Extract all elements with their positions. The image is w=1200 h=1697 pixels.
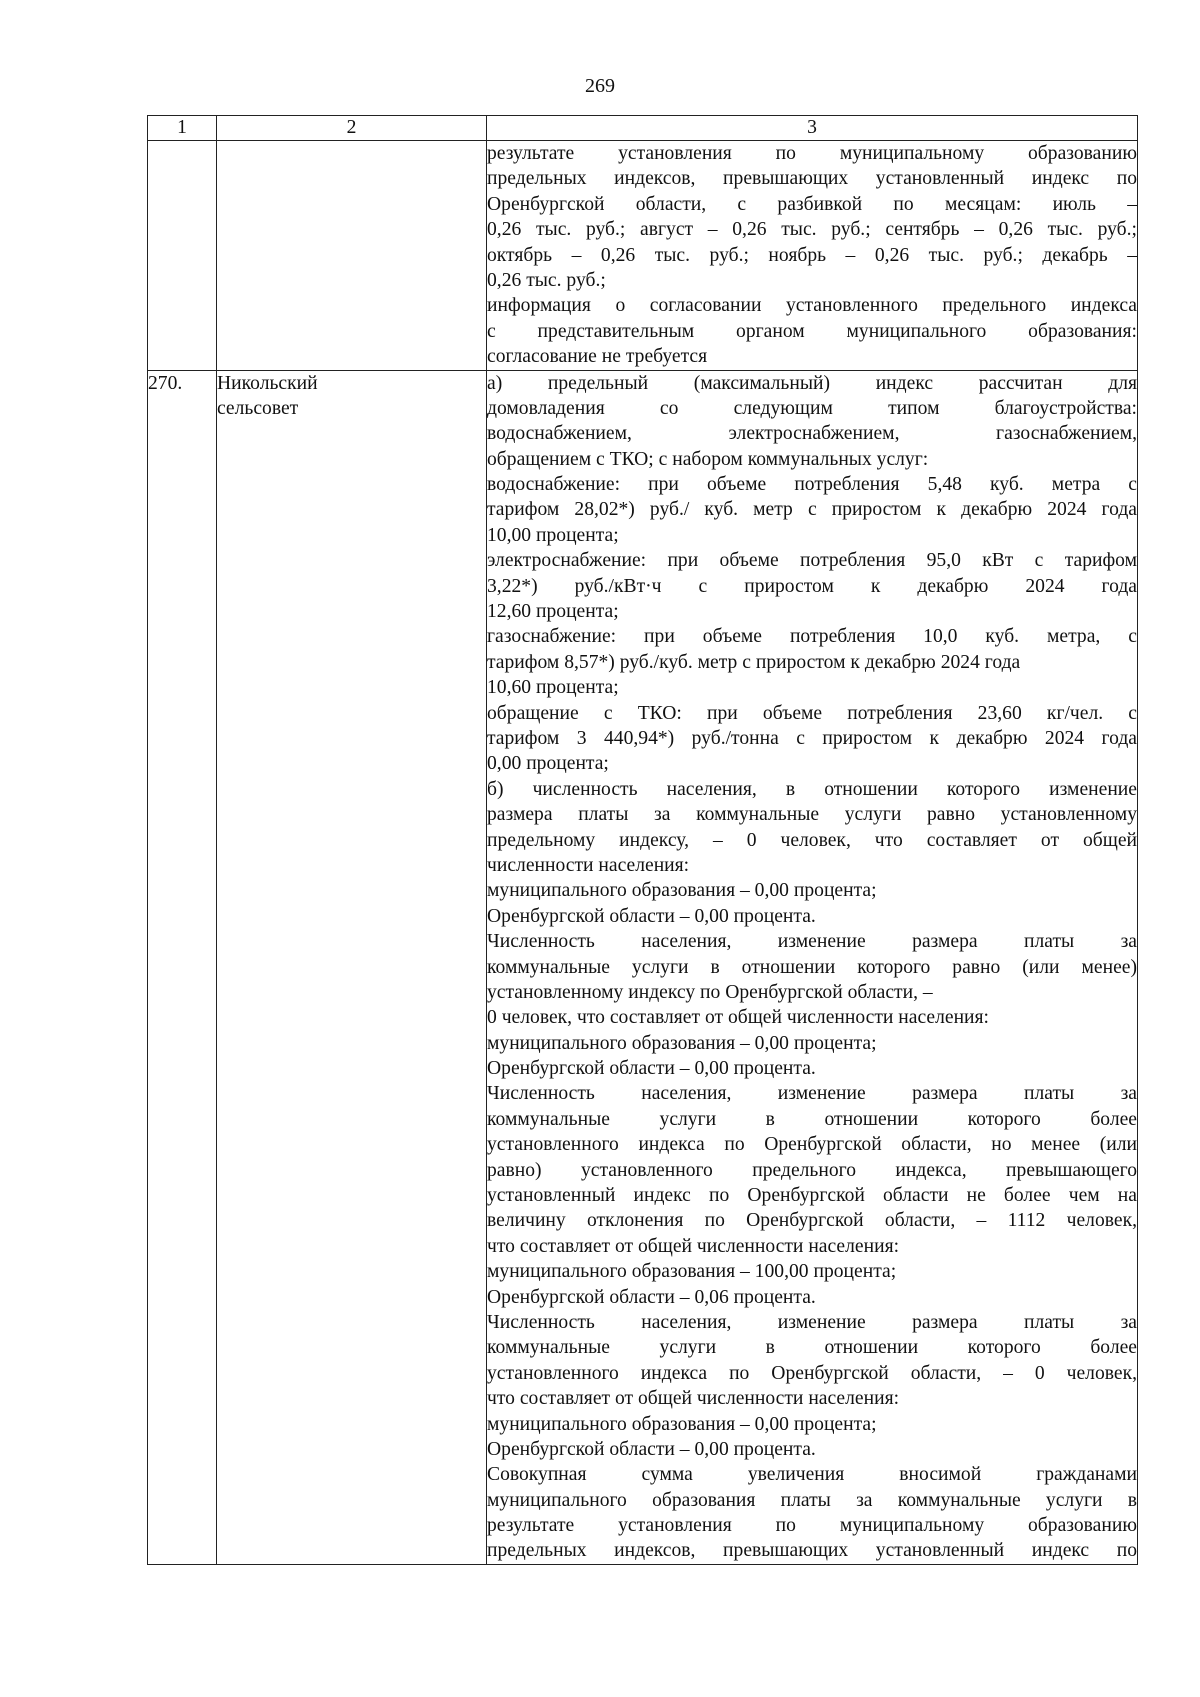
description-cell	[487, 141, 1138, 371]
description-line: что составляет от общей численности населения:	[487, 1388, 900, 1410]
description-line: что составляет от общей численности населения:	[487, 1235, 900, 1257]
description-line: муниципального образования – 0,00 процента;	[487, 880, 877, 902]
description-line: предельному индексу, – 0 человек, что составляет от общей	[487, 829, 1137, 851]
description-line: 0,00 процента;	[487, 753, 609, 775]
table-row	[148, 141, 1138, 371]
municipality-name-line: Никольский	[217, 372, 318, 394]
description-line: результате установления по муниципальному образованию	[487, 143, 1137, 164]
description-line: тарифом 28,02*) руб./ куб. метр с приростом к декабрю 2024 года	[487, 499, 1137, 521]
description-line: тарифом 3 440,94*) руб./тонна с приростом к декабрю 2024 года	[487, 727, 1137, 749]
description-line: муниципального образования платы за коммунальные услуги в	[487, 1489, 1137, 1511]
description-line: водоснабжение: при объеме потребления 5,48 куб. метра с	[487, 474, 1137, 496]
table-header-row	[148, 116, 1138, 141]
description-line: 10,00 процента;	[487, 524, 619, 546]
description-line: коммунальные услуги в отношении которого более	[487, 1108, 1137, 1130]
column-header: 3	[487, 116, 1138, 141]
description-line: домовладения со следующим типом благоустройства:	[487, 397, 1137, 419]
description-line: газоснабжение: при объеме потребления 10,0 куб. метра, с	[487, 626, 1137, 648]
description-line: величину отклонения по Оренбургской области, – 1112 человек,	[487, 1210, 1137, 1232]
description-line: установленного индекса по Оренбургской области, – 0 человек,	[487, 1362, 1137, 1384]
page-number: 269	[585, 75, 615, 97]
description-line: Численность населения, изменение размера платы за	[487, 931, 1137, 953]
description-line: установленный индекс по Оренбургской области не более чем на	[487, 1185, 1137, 1207]
table-body	[148, 141, 1138, 1565]
description-line: коммунальные услуги в отношении которого равно (или менее)	[487, 956, 1137, 978]
description-line: согласование не требуется	[487, 346, 708, 368]
description-line: 3,22*) руб./кВт·ч с приростом к декабрю 2024 года	[487, 575, 1137, 597]
description-line: установленному индексу по Оренбургской области, –	[487, 981, 933, 1003]
table-row	[148, 370, 1138, 1564]
column-header: 1	[148, 116, 217, 141]
description-line: Оренбургской области – 0,00 процента.	[487, 1058, 816, 1080]
description-line: коммунальные услуги в отношении которого более	[487, 1337, 1137, 1359]
description-line: 10,60 процента;	[487, 677, 619, 699]
description-line: 0,26 тыс. руб.; август – 0,26 тыс. руб.; сентябрь – 0,26 тыс. руб.;	[487, 219, 1137, 241]
description-line: 0,26 тыс. руб.;	[487, 269, 606, 291]
description-line: обращение с ТКО: при объеме потребления 23,60 кг/чел. с	[487, 702, 1137, 724]
description-line: электроснабжение: при объеме потребления 95,0 кВт с тарифом	[487, 550, 1137, 572]
description-line: предельных индексов, превышающих установленный индекс по	[487, 168, 1137, 190]
description-line: Совокупная сумма увеличения вносимой гражданами	[487, 1464, 1137, 1486]
description-line: Оренбургской области – 0,00 процента.	[487, 1438, 816, 1460]
description-line: а) предельный (максимальный) индекс рассчитан для	[487, 372, 1137, 394]
description-line: информация о согласовании установленного предельного индекса	[487, 295, 1137, 317]
description-line: муниципального образования – 100,00 процента;	[487, 1261, 897, 1283]
description-line: Численность населения, изменение размера платы за	[487, 1083, 1137, 1105]
data-table	[147, 115, 1138, 1565]
row-number-cell	[148, 141, 217, 371]
description-line: 0 человек, что составляет от общей численности населения:	[487, 1007, 990, 1029]
column-header: 2	[217, 116, 487, 141]
description-line: Оренбургской области, с разбивкой по месяцам: июль –	[487, 193, 1137, 215]
description-line: численности населения:	[487, 854, 690, 876]
description-line: 12,60 процента;	[487, 601, 619, 623]
municipality-name-cell	[217, 370, 487, 1564]
municipality-name-line: сельсовет	[217, 397, 299, 419]
description-line: Оренбургской области – 0,06 процента.	[487, 1286, 816, 1308]
description-line: Оренбургской области – 0,00 процента.	[487, 905, 816, 927]
row-number-cell: 270.	[148, 370, 217, 1564]
description-line: размера платы за коммунальные услуги равно установленному	[487, 804, 1137, 826]
municipality-name-cell	[217, 141, 487, 371]
description-line: с представительным органом муниципального образования:	[487, 320, 1137, 342]
description-line: установленного индекса по Оренбургской области, но менее (или	[487, 1134, 1137, 1156]
description-line: муниципального образования – 0,00 процента;	[487, 1413, 877, 1435]
description-line: предельных индексов, превышающих установленный индекс по	[487, 1540, 1137, 1562]
description-line: Численность населения, изменение размера платы за	[487, 1311, 1137, 1333]
description-line: результате установления по муниципальному образованию	[487, 1515, 1137, 1537]
description-line: б) численность населения, в отношении которого изменение	[487, 778, 1137, 800]
description-line: обращением с ТКО; с набором коммунальных услуг:	[487, 448, 929, 470]
description-line: тарифом 8,57*) руб./куб. метр с приростом к декабрю 2024 года	[487, 651, 1021, 673]
description-line: муниципального образования – 0,00 процента;	[487, 1032, 877, 1054]
description-line: октябрь – 0,26 тыс. руб.; ноябрь – 0,26 тыс. руб.; декабрь –	[487, 244, 1137, 266]
description-line: водоснабжением, электроснабжением, газоснабжением,	[487, 423, 1137, 445]
description-cell	[487, 370, 1138, 1564]
description-line: равно) установленного предельного индекса, превышающего	[487, 1159, 1137, 1181]
